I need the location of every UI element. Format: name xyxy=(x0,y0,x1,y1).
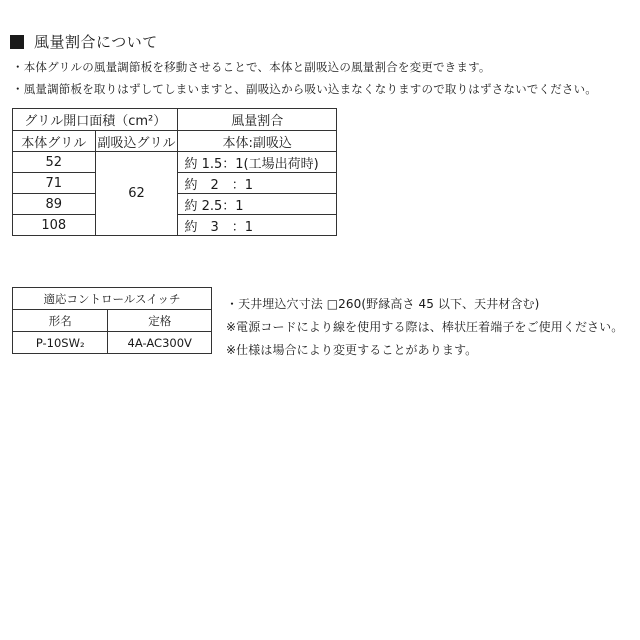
rating-value: 4A-AC300V xyxy=(108,332,212,354)
table-row xyxy=(13,152,337,173)
section-heading xyxy=(10,31,158,52)
table-row xyxy=(13,332,212,354)
model-value: P-10SW₂ xyxy=(13,332,108,354)
side-note-spec-change: ※仕様は場合により変更することがあります。 xyxy=(226,343,478,357)
sub-grille-value: 62 xyxy=(95,152,178,236)
airflow-ratio-table xyxy=(12,108,337,236)
ratio-value: 約 1.5：1(工場出荷時) xyxy=(178,152,337,173)
header-sub-grille: 副吸込グリル xyxy=(95,131,178,152)
main-grille-value: 52 xyxy=(13,152,96,173)
header-airflow-ratio: 風量割合 xyxy=(178,109,337,131)
ratio-value: 約 2.5：1 xyxy=(178,194,337,215)
main-grille-value: 89 xyxy=(13,194,96,215)
switch-table-title: 適応コントロールスイッチ xyxy=(13,288,212,310)
ratio-value: 約 2 ：1 xyxy=(178,173,337,194)
note-line-2: ・風量調節板を取りはずしてしまいますと、副吸込から吸い込まなくなりますので取りはずさないでください。 xyxy=(12,82,597,96)
side-note-ceiling-opening: ・天井埋込穴寸法 □260(野縁高さ 45 以下、天井材含む) xyxy=(226,297,540,311)
main-grille-value: 71 xyxy=(13,173,96,194)
ratio-value: 約 3 ：1 xyxy=(178,215,337,236)
header-main-grille: 本体グリル xyxy=(13,131,96,152)
header-ratio-sub: 本体:副吸込 xyxy=(178,131,337,152)
note-line-1: ・本体グリルの風量調節板を移動させることで、本体と副吸込の風量割合を変更できます。 xyxy=(12,60,491,74)
section-title: 風量割合について xyxy=(34,33,158,51)
heading-square-bullet xyxy=(10,35,24,49)
side-note-power-cord: ※電源コードにより線を使用する際は、棒状圧着端子をご使用ください。 xyxy=(226,320,624,334)
control-switch-table xyxy=(12,287,212,354)
header-model: 形名 xyxy=(13,310,108,332)
header-opening-area: グリル開口面積（cm²） xyxy=(13,109,178,131)
main-grille-value: 108 xyxy=(13,215,96,236)
header-rating: 定格 xyxy=(108,310,212,332)
